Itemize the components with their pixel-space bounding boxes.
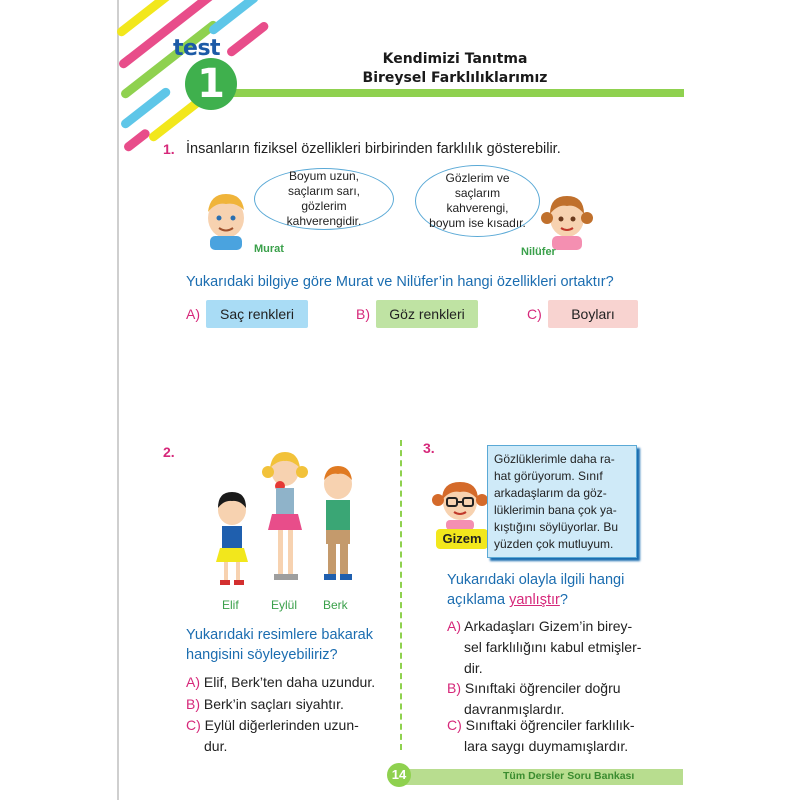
q3-question	[447, 570, 624, 610]
quote-line-1: Gözlüklerimle daha ra-	[494, 452, 615, 466]
quote-line-4: lüklerimin bana çok ya-	[494, 503, 617, 517]
q3-option-b[interactable]	[447, 678, 662, 720]
q3-option-c-text-1: Sınıftaki öğrenciler farklılık-	[465, 717, 635, 733]
page-number: 14	[387, 763, 411, 787]
name-elif: Elif	[222, 598, 239, 612]
page-edge	[117, 0, 119, 800]
q2-option-a-letter: A)	[186, 674, 200, 690]
q3-option-c[interactable]	[447, 715, 662, 757]
q3-question-line-2	[447, 590, 624, 610]
quote-line-6: yüzden çok mutluyum.	[494, 537, 614, 551]
q1-option-a-letter: A)	[186, 306, 200, 322]
q3-option-a-text-2: sel farklılığını kabul etmişler-	[464, 639, 642, 655]
name-eylul: Eylül	[271, 598, 298, 612]
q1-question: Yukarıdaki bilgiye göre Murat ve Nilüfer’in hangi özellikleri ortaktır?	[186, 274, 614, 290]
q2-option-a[interactable]	[186, 672, 375, 693]
gizem-illustration	[432, 472, 488, 530]
children-illustration	[200, 450, 370, 590]
q1-option-b[interactable]: Göz renkleri	[376, 300, 478, 328]
q2-option-b[interactable]	[186, 694, 344, 715]
q3-option-b-text-1: Sınıftaki öğrenciler doğru	[464, 680, 621, 696]
q1-option-c-letter: C)	[527, 306, 542, 322]
q2-option-b-letter: B)	[186, 696, 200, 712]
gizem-name-tag: Gizem	[436, 529, 488, 549]
nilufer-illustration	[538, 188, 596, 250]
q1-option-b-letter: B)	[356, 306, 370, 322]
q3-question-emphasis: yanlıştır	[509, 592, 560, 608]
q2-option-a-text: Elif, Berk’ten daha uzundur.	[203, 674, 376, 690]
name-nilufer: Nilüfer	[521, 246, 556, 258]
test-number-badge: 1	[185, 58, 237, 110]
q2-option-c[interactable]	[186, 715, 359, 757]
test-word: test	[173, 36, 221, 61]
q3-question-line-1: Yukarıdaki olayla ilgili hangi	[447, 572, 625, 588]
murat-illustration	[200, 188, 252, 250]
q2-question	[186, 625, 373, 665]
q2-option-c-text: Eylül diğerlerinden uzun-	[204, 717, 359, 733]
q2-question-line-1: Yukarıdaki resimlere bakarak	[186, 627, 373, 643]
q3-option-b-letter: B)	[447, 680, 461, 696]
page-title	[330, 50, 580, 88]
name-murat: Murat	[254, 243, 284, 255]
q3-option-a-text-1: Arkadaşları Gizem’in birey-	[464, 618, 633, 634]
name-berk: Berk	[323, 598, 348, 612]
q3-option-a-text-3: dir.	[464, 660, 483, 676]
q3-option-c-text-2: lara saygı duymamışlardır.	[464, 738, 629, 754]
q3-option-c-letter: C)	[447, 717, 462, 733]
title-line-1: Kendimizi Tanıtma	[382, 51, 528, 67]
column-divider	[400, 440, 402, 750]
q3-question-prefix: açıklama	[447, 592, 510, 608]
q2-number: 2.	[163, 444, 175, 460]
q2-question-line-2: hangisini söyleyebiliriz?	[186, 647, 338, 663]
q1-option-c[interactable]: Boyları	[548, 300, 638, 328]
quote-line-2: hat görüyorum. Sınıf	[494, 469, 603, 483]
gizem-quote-box	[487, 445, 637, 558]
quote-line-5: kıştığını söylüyorlar. Bu	[494, 520, 619, 534]
q3-question-suffix: ?	[559, 592, 568, 608]
q3-option-b-text-2: davranmışlardır.	[464, 701, 565, 717]
q1-statement: İnsanların fiziksel özellikleri birbirinden farklılık gösterebilir.	[186, 141, 561, 157]
q3-option-a[interactable]	[447, 616, 662, 679]
q3-number: 3.	[423, 440, 435, 456]
q2-option-b-text: Berk’in saçları siyahtır.	[203, 696, 344, 712]
q1-option-a[interactable]: Saç renkleri	[206, 300, 308, 328]
q3-option-a-letter: A)	[447, 618, 461, 634]
q2-option-c-text-2: dur.	[204, 738, 228, 754]
speech-bubble-murat: Boyum uzun, saçlarım sarı, gözlerim kahverengidir.	[254, 168, 394, 230]
title-line-2: Bireysel Farklılıklarımız	[362, 70, 548, 86]
q2-option-c-letter: C)	[186, 717, 201, 733]
book-title: Tüm Dersler Soru Bankası	[503, 770, 635, 782]
q1-number: 1.	[163, 141, 175, 157]
quote-line-3: arkadaşlarım da göz-	[494, 486, 607, 500]
header-bar	[230, 89, 684, 97]
speech-bubble-nilufer: Gözlerim ve saçlarım kahverengi, boyum ise kısadır.	[415, 165, 540, 237]
